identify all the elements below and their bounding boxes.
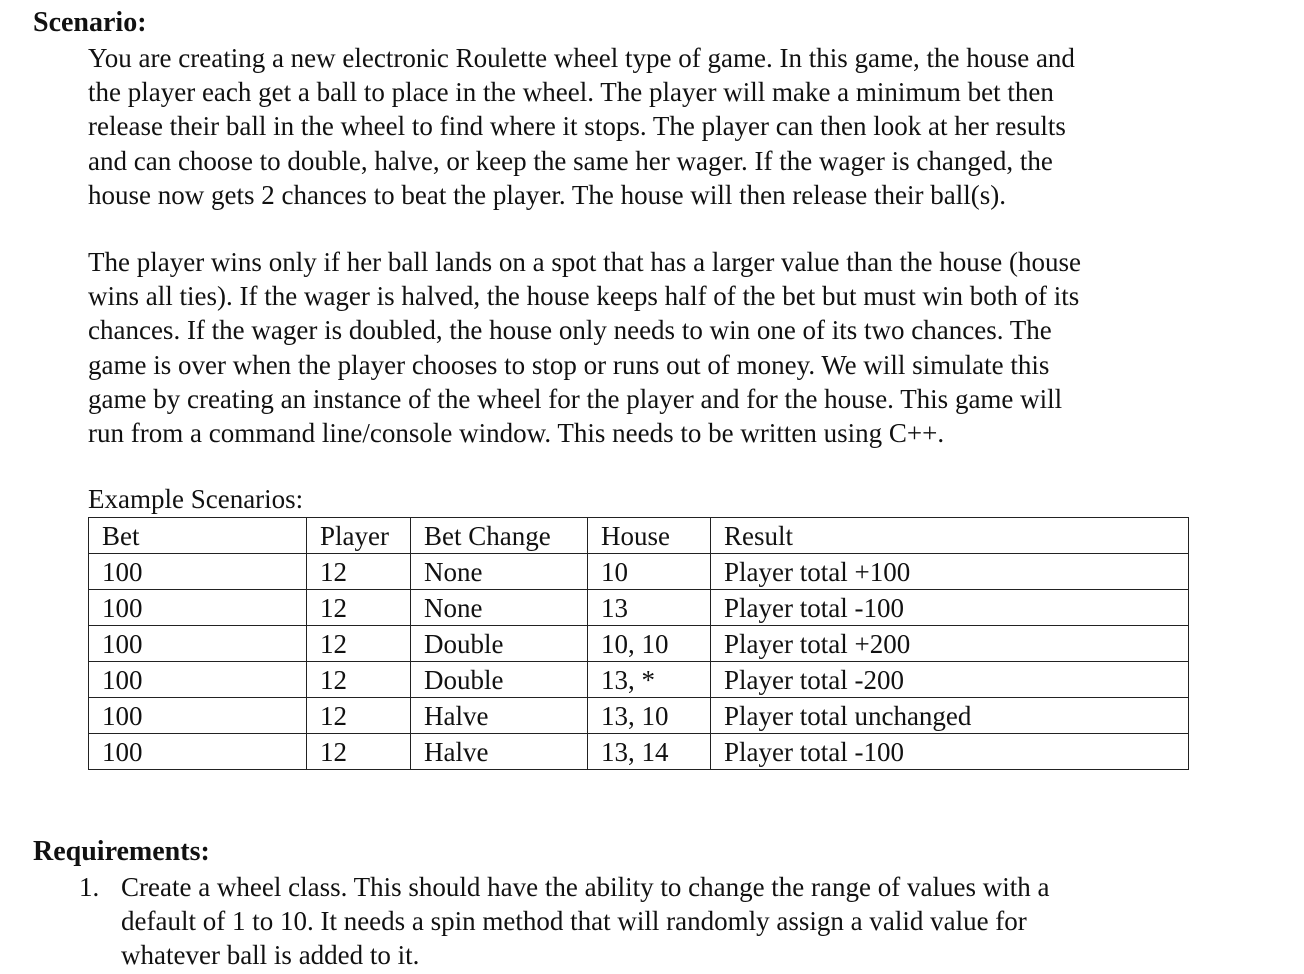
header-bet-change: Bet Change [411, 518, 588, 554]
header-result: Result [711, 518, 1189, 554]
cell-result: Player total unchanged [711, 698, 1189, 734]
table-row [89, 698, 1189, 734]
cell-player: 12 [307, 662, 411, 698]
cell-bet-change: None [411, 554, 588, 590]
cell-player: 12 [307, 734, 411, 770]
cell-house: 10 [588, 554, 711, 590]
cell-bet: 100 [89, 662, 307, 698]
header-player: Player [307, 518, 411, 554]
cell-bet: 100 [89, 590, 307, 626]
cell-house: 13, * [588, 662, 711, 698]
cell-house: 13 [588, 590, 711, 626]
paragraph-line: release their ball in the wheel to find where it stops. The player can then look at her results [88, 111, 1066, 142]
list-item [79, 870, 1219, 972]
scenario-paragraph-1 [88, 41, 1198, 212]
cell-result: Player total +200 [711, 626, 1189, 662]
cell-result: Player total -200 [711, 662, 1189, 698]
list-item-number: 1. [79, 872, 100, 902]
list-item-line: Create a wheel class. This should have the ability to change the range of values with a [121, 872, 1050, 902]
cell-player: 12 [307, 698, 411, 734]
table-header-row [89, 518, 1189, 554]
table-row [89, 554, 1189, 590]
cell-bet: 100 [89, 698, 307, 734]
cell-result: Player total -100 [711, 590, 1189, 626]
cell-bet: 100 [89, 554, 307, 590]
paragraph-line: the player each get a ball to place in the wheel. The player will make a minimum bet then [88, 77, 1054, 108]
cell-bet: 100 [89, 734, 307, 770]
paragraph-line: house now gets 2 chances to beat the player. The house will then release their ball(s). [88, 179, 1006, 210]
cell-player: 12 [307, 590, 411, 626]
table-row [89, 590, 1189, 626]
cell-bet-change: None [411, 590, 588, 626]
paragraph-line: run from a command line/console window. This needs to be written using C++. [88, 418, 945, 449]
paragraph-line: wins all ties). If the wager is halved, the house keeps half of the bet but must win both of its [88, 281, 1080, 312]
scenario-heading: Scenario: [33, 7, 147, 38]
example-scenarios-table [88, 517, 1189, 770]
example-scenarios-label: Example Scenarios: [88, 484, 304, 514]
header-bet: Bet [89, 518, 307, 554]
cell-bet-change: Double [411, 626, 588, 662]
cell-result: Player total -100 [711, 734, 1189, 770]
cell-house: 10, 10 [588, 626, 711, 662]
cell-house: 13, 10 [588, 698, 711, 734]
list-item-line: default of 1 to 10. It needs a spin method that will randomly assign a valid value for [121, 906, 1027, 936]
cell-player: 12 [307, 554, 411, 590]
cell-bet: 100 [89, 626, 307, 662]
cell-house: 13, 14 [588, 734, 711, 770]
paragraph-line: and can choose to double, halve, or keep the same her wager. If the wager is changed, the [88, 145, 1053, 176]
requirements-list [79, 870, 1219, 972]
list-item-line: whatever ball is added to it. [121, 940, 420, 970]
cell-bet-change: Halve [411, 734, 588, 770]
paragraph-line: chances. If the wager is doubled, the house only needs to win one of its two chances. The [88, 315, 1052, 346]
table-row [89, 734, 1189, 770]
paragraph-line: game by creating an instance of the wheel for the player and for the house. This game will [88, 383, 1063, 414]
requirements-heading: Requirements: [33, 836, 210, 867]
paragraph-line: game is over when the player chooses to stop or runs out of money. We will simulate this [88, 349, 1050, 380]
cell-bet-change: Halve [411, 698, 588, 734]
paragraph-line: The player wins only if her ball lands on a spot that has a larger value than the house (house [88, 247, 1081, 277]
header-house: House [588, 518, 711, 554]
paragraph-line: You are creating a new electronic Roulette wheel type of game. In this game, the house and [88, 43, 1075, 73]
table-row [89, 662, 1189, 698]
table-row [89, 626, 1189, 662]
cell-player: 12 [307, 626, 411, 662]
scenario-paragraph-2 [88, 245, 1198, 450]
cell-result: Player total +100 [711, 554, 1189, 590]
cell-bet-change: Double [411, 662, 588, 698]
